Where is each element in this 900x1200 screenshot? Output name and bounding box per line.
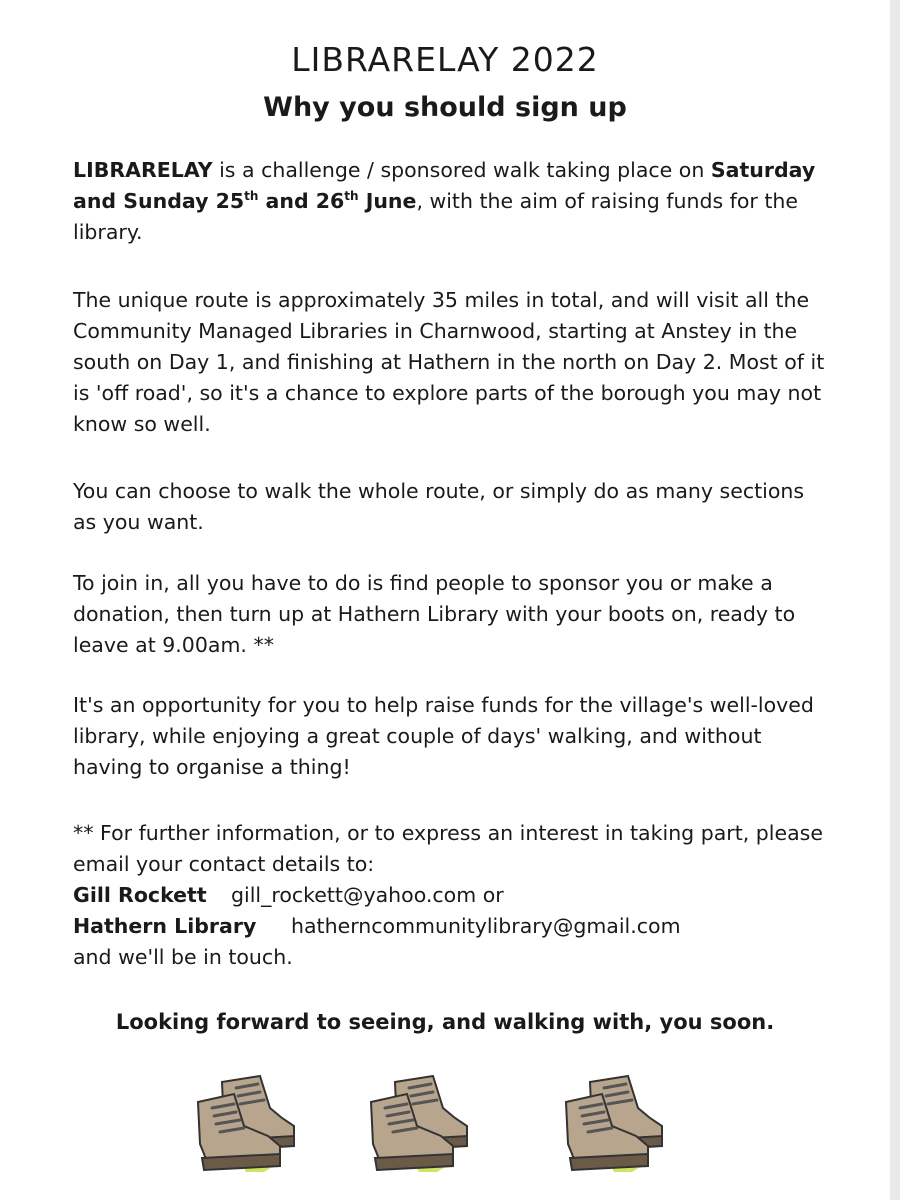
dates-part: Saturday and Sunday 25 bbox=[73, 158, 816, 213]
route-paragraph: The unique route is approximately 35 miles in total, and will visit all the Community Managed Libraries in Charnwood, starting at Anstey in the south on Day 1, and finishing at Hathern in the north on Day 2. Most of it is 'off road', so it's a chance to explore parts of the borough you may not know so well. bbox=[73, 288, 825, 436]
intro-text-end: , with the aim of raising funds for the library. bbox=[73, 189, 798, 244]
ordinal-suffix: th bbox=[244, 189, 259, 204]
contact-name: Hathern Library bbox=[73, 914, 257, 938]
join-paragraph: To join in, all you have to do is find people to sponsor you or make a donation, then turn up at Hathern Library with your boots on, ready to leave at 9.00am. ** bbox=[73, 571, 796, 657]
ordinal-suffix: th bbox=[344, 189, 359, 204]
contact-outro: and we'll be in touch. bbox=[73, 945, 293, 969]
hiking-boot-icon bbox=[550, 1068, 680, 1178]
event-name: LIBRARELAY bbox=[73, 158, 213, 182]
dates-part: June bbox=[358, 189, 417, 213]
or-text: or bbox=[476, 883, 504, 907]
contact-intro: ** For further information, or to express an interest in taking part, please email your contact details to: bbox=[73, 821, 823, 876]
hiking-boot-icon bbox=[355, 1068, 485, 1178]
contact-email-link[interactable]: gill_rockett@yahoo.com bbox=[231, 883, 477, 907]
intro-paragraph bbox=[73, 155, 833, 248]
intro-text: is a challenge / sponsored walk taking place on bbox=[212, 158, 711, 182]
dates-part: and 26 bbox=[258, 189, 345, 213]
contact-email-link[interactable]: hatherncommunitylibrary@gmail.com bbox=[291, 914, 681, 938]
contact-section bbox=[73, 818, 833, 973]
contact-row bbox=[73, 911, 833, 942]
contact-name: Gill Rockett bbox=[73, 883, 207, 907]
contact-row bbox=[73, 880, 833, 911]
hiking-boot-icon bbox=[182, 1068, 312, 1178]
closing-line: Looking forward to seeing, and walking with, you soon. bbox=[115, 1010, 775, 1034]
choose-paragraph: You can choose to walk the whole route, or simply do as many sections as you want. bbox=[73, 479, 805, 534]
page-subtitle: Why you should sign up bbox=[263, 92, 627, 123]
page-title: LIBRARELAY 2022 bbox=[291, 40, 599, 79]
opportunity-paragraph: It's an opportunity for you to help raise funds for the village's well-loved library, while enjoying a great couple of days' walking, and without having to organise a thing! bbox=[73, 693, 814, 779]
